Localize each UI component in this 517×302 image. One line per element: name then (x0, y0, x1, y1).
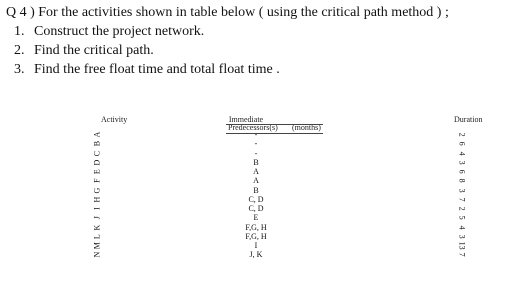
predecessor-cell: B (253, 185, 259, 195)
duration-cell: 2 (457, 132, 467, 137)
activity-header: Activity (101, 115, 128, 124)
duration-cell: 2 (457, 206, 467, 211)
duration-cell: 13 (457, 241, 467, 250)
duration-cell: 5 (457, 215, 467, 220)
predecessor-cell: C, D (248, 194, 264, 204)
predecessor-cell: J, K (249, 250, 263, 260)
activity-cell: H (92, 196, 102, 203)
duration-cell: 6 (457, 169, 467, 174)
task-number: 1. (14, 24, 25, 39)
activity-cell: C (92, 150, 102, 156)
header-rule (226, 124, 323, 125)
task-text: Find the critical path. (34, 43, 154, 58)
duration-cell: 7 (457, 252, 467, 257)
activity-cell: N (92, 251, 102, 258)
activity-cell: J (92, 216, 102, 220)
predecessors-header-line1: Immediate (228, 115, 264, 124)
predecessor-cell: - (254, 130, 258, 139)
activity-cell: L (92, 233, 102, 239)
activity-cell: D (92, 159, 102, 166)
task-number: 2. (14, 43, 25, 58)
activity-cell: A (92, 131, 102, 138)
activity-cell: M (92, 242, 102, 250)
duration-cell: 4 (457, 151, 467, 156)
activity-cell: I (92, 207, 102, 210)
activity-column (92, 130, 102, 260)
activity-cell: B (92, 141, 102, 147)
predecessor-cell: C, D (248, 204, 264, 213)
question-title: Q 4 ) For the activities shown in table below ( using the critical path method ) ; (6, 5, 449, 20)
predecessor-cell: A (253, 167, 259, 176)
task-text: Construct the project network. (34, 24, 205, 39)
duration-cell: 4 (457, 225, 467, 230)
predecessor-cell: B (253, 157, 259, 167)
duration-column (456, 130, 468, 260)
activity-cell: F (92, 178, 102, 184)
predecessors-header-line2: Predecessors(s) (228, 123, 278, 132)
predecessor-cell: - (254, 139, 258, 149)
activity-cell: E (92, 169, 102, 175)
duration-cell: 3 (457, 234, 467, 239)
duration-cell: 6 (457, 141, 467, 146)
predecessor-cell: F,G, H (245, 231, 267, 241)
predecessor-cell: - (254, 148, 258, 158)
duration-cell: 3 (457, 188, 467, 193)
duration-cell: 3 (457, 160, 467, 165)
duration-cell: 7 (457, 197, 467, 202)
task-number: 3. (14, 62, 25, 77)
months-unit-label: (months) (292, 123, 321, 132)
duration-header: Duration (454, 115, 483, 124)
activity-cell: K (92, 224, 102, 231)
predecessor-cell: I (254, 241, 258, 250)
duration-cell: 8 (457, 178, 467, 183)
task-text: Find the free float time and total float time . (34, 62, 280, 77)
predecessor-cell: F,G, H (245, 222, 267, 232)
predecessor-cell: A (253, 176, 259, 186)
predecessor-cell: E (253, 213, 259, 223)
predecessors-column (226, 130, 286, 260)
activity-cell: G (92, 187, 102, 194)
